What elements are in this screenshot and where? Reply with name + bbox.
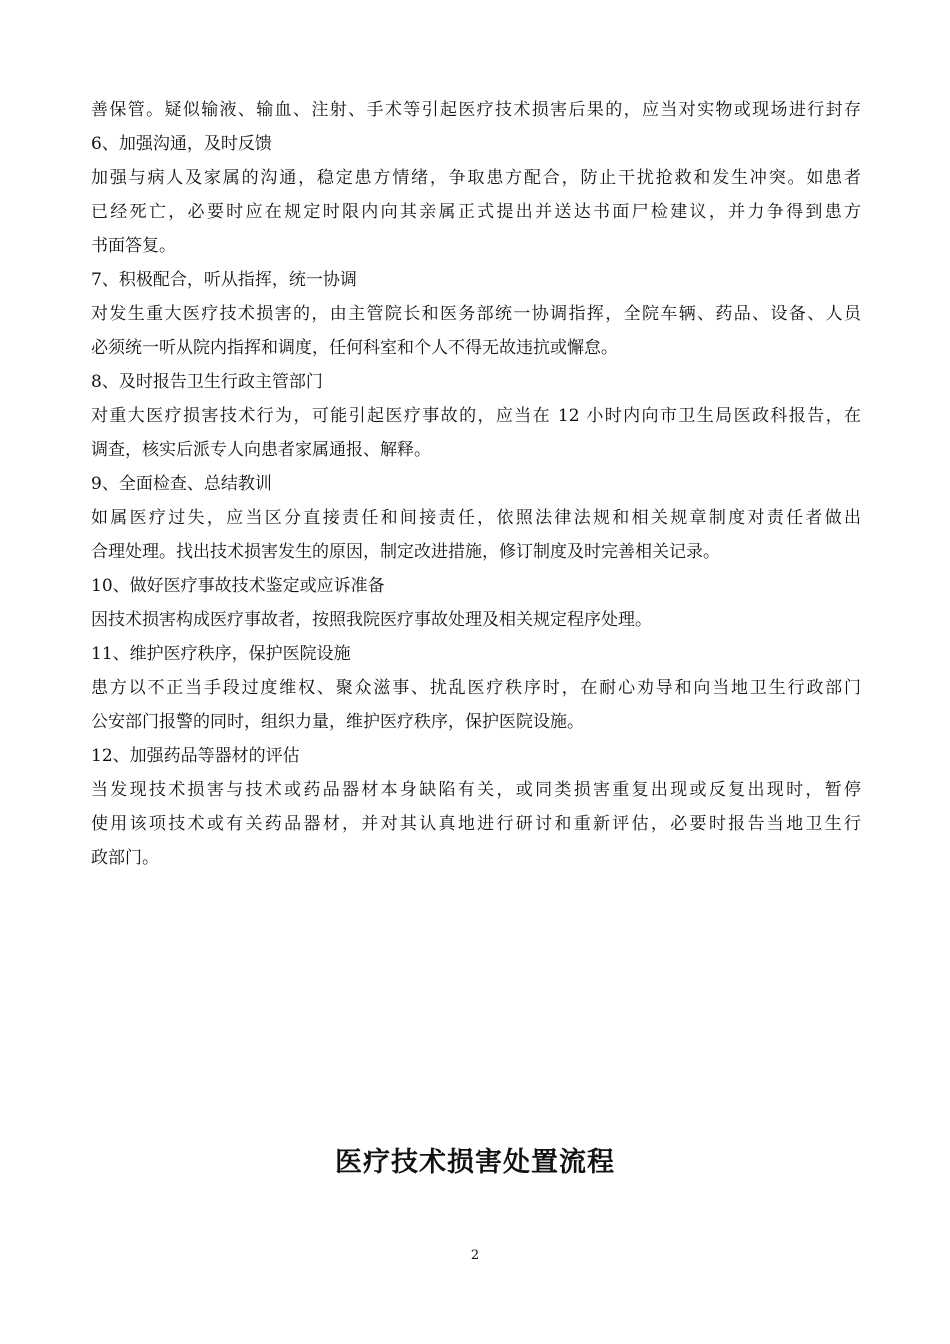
- text-line: 因技术损害构成医疗事故者，按照我院医疗事故处理及相关规定程序处理。: [91, 610, 652, 630]
- text-line: 使用该项技术或有关药品器材，并对其认真地进行研讨和重新评估，必要时报告当地卫生行: [91, 814, 861, 834]
- text-line: 加强与病人及家属的沟通，稳定患方情绪，争取患方配合，防止干扰抢救和发生冲突。如患者: [91, 168, 861, 188]
- text-line: 7、积极配合，听从指挥，统一协调: [91, 270, 357, 290]
- page-number: 2: [470, 1248, 480, 1263]
- text-line: 患方以不正当手段过度维权、聚众滋事、扰乱医疗秩序时，在耐心劝导和向当地卫生行政部门: [91, 678, 861, 698]
- text-line: 6、加强沟通，及时反馈: [91, 134, 272, 154]
- text-line: 合理处理。找出技术损害发生的原因，制定改进措施，修订制度及时完善相关记录。: [91, 542, 720, 562]
- text-line: 当发现技术损害与技术或药品器材本身缺陷有关，或同类损害重复出现或反复出现时，暂停: [91, 780, 861, 800]
- text-line: 如属医疗过失，应当区分直接责任和间接责任，依照法律法规和相关规章制度对责任者做出: [91, 508, 861, 528]
- text-line: 书面答复。: [91, 236, 176, 256]
- text-line: 9、全面检查、总结教训: [91, 474, 272, 494]
- text-line: 必须统一听从院内指挥和调度，任何科室和个人不得无故违抗或懈怠。: [91, 338, 618, 358]
- text-line: 公安部门报警的同时，组织力量，维护医疗秩序，保护医院设施。: [91, 712, 584, 732]
- text-line: 调查，核实后派专人向患者家属通报、解释。: [91, 440, 431, 460]
- document-title: 医疗技术损害处置流程: [335, 1147, 615, 1178]
- text-line: 10、做好医疗事故技术鉴定或应诉准备: [91, 576, 385, 596]
- text-line: 对发生重大医疗技术损害的，由主管院长和医务部统一协调指挥，全院车辆、药品、设备、人员: [91, 304, 861, 324]
- text-line: 对重大医疗损害技术行为，可能引起医疗事故的，应当在 12 小时内向市卫生局医政科报告，在: [91, 406, 861, 426]
- text-line: 善保管。疑似输液、输血、注射、手术等引起医疗技术损害后果的，应当对实物或现场进行封存: [91, 100, 861, 120]
- text-line: 12、加强药品等器材的评估: [91, 746, 300, 766]
- body-text: [91, 93, 861, 875]
- text-line: 政部门。: [91, 848, 159, 868]
- text-line: 11、维护医疗秩序，保护医院设施: [91, 644, 351, 664]
- text-line: 已经死亡，必要时应在规定时限内向其亲属正式提出并送达书面尸检建议，并力争得到患方: [91, 202, 861, 222]
- text-line: 8、及时报告卫生行政主管部门: [91, 372, 323, 392]
